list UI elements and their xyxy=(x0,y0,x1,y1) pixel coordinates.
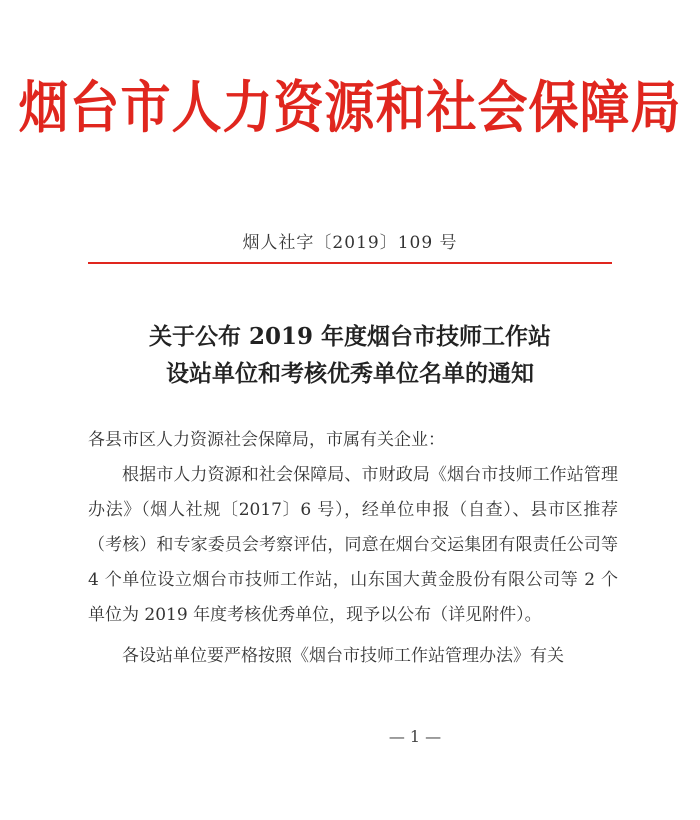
title-line-2: 设站单位和考核优秀单位名单的通知 xyxy=(166,360,534,387)
body-paragraph-2: 各设站单位要严格按照《烟台市技师工作站管理办法》有关 xyxy=(122,646,564,666)
body-paragraph-1: 根据市人力资源和社会保障局、市财政局《烟台市技师工作站管理办法》（烟人社规〔2017〕6 号），经单位申报（自查）、县市区推荐（考核）和专家委员会考察评估，同意在烟台交运集团有限责任公司等 4 个单位设立烟台市技师工作站，山东国大黄金股份有限公司等 2 个单位为 2019 年度考核优秀单位，现予以公布（详见附件）。 xyxy=(88,465,618,625)
page-number: — 1 — xyxy=(388,727,442,746)
salutation: 各县市区人力资源社会保障局，市属有关企业： xyxy=(88,430,445,450)
document-number: 烟人社字〔2019〕109 号 xyxy=(242,233,458,253)
document-title xyxy=(0,318,700,392)
title-line-1: 关于公布 2019 年度烟台市技师工作站 xyxy=(148,323,552,350)
document-body xyxy=(88,423,618,674)
agency-masthead: 烟台市人力资源和社会保障局 xyxy=(18,75,682,141)
red-divider-line xyxy=(88,262,612,264)
